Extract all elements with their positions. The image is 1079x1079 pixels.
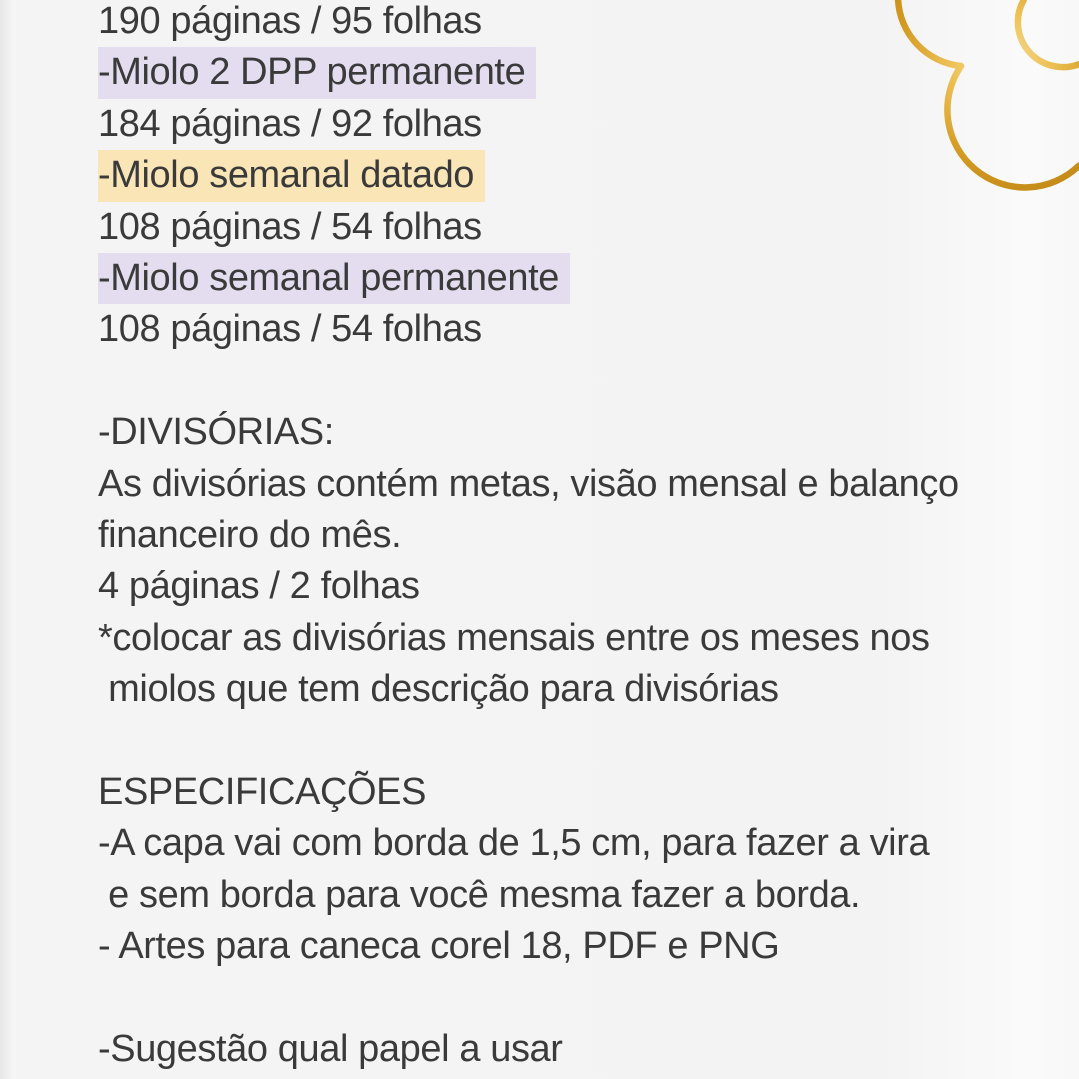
- spec-line: e sem borda para você mesma fazer a borda.: [98, 873, 861, 916]
- spacer-line: [98, 973, 1079, 1024]
- highlighted-spec-line: -Miolo semanal permanente: [98, 253, 570, 304]
- spacer-line: [98, 716, 1079, 767]
- section-heading-divisorias: -DIVISÓRIAS:: [98, 411, 334, 454]
- spec-line: 4 páginas / 2 folhas: [98, 565, 420, 608]
- section-heading-especificacoes: ESPECIFICAÇÕES: [98, 771, 427, 814]
- spec-line: 108 páginas / 54 folhas: [98, 308, 482, 351]
- spec-line: - Artes para caneca corel 18, PDF e PNG: [98, 925, 780, 968]
- highlighted-spec-line: -Miolo 2 DPP permanente: [98, 47, 536, 98]
- spec-line: -A capa vai com borda de 1,5 cm, para fazer a vira: [98, 822, 930, 865]
- spec-line: miolos que tem descrição para divisórias: [98, 668, 779, 711]
- spec-text-block: [98, 0, 1079, 1075]
- spec-line: As divisórias contém metas, visão mensal e balanço: [98, 462, 959, 505]
- highlighted-spec-line: -Miolo semanal datado: [98, 150, 485, 201]
- spacer-line: [98, 356, 1079, 407]
- spec-line: 190 páginas / 95 folhas: [98, 0, 482, 42]
- spec-line: *colocar as divisórias mensais entre os meses nos: [98, 616, 930, 659]
- spec-line: financeiro do mês.: [98, 514, 402, 557]
- spec-line: -Sugestão qual papel a usar: [98, 1028, 563, 1071]
- spec-line: 108 páginas / 54 folhas: [98, 205, 482, 248]
- spec-line: 184 páginas / 92 folhas: [98, 102, 482, 145]
